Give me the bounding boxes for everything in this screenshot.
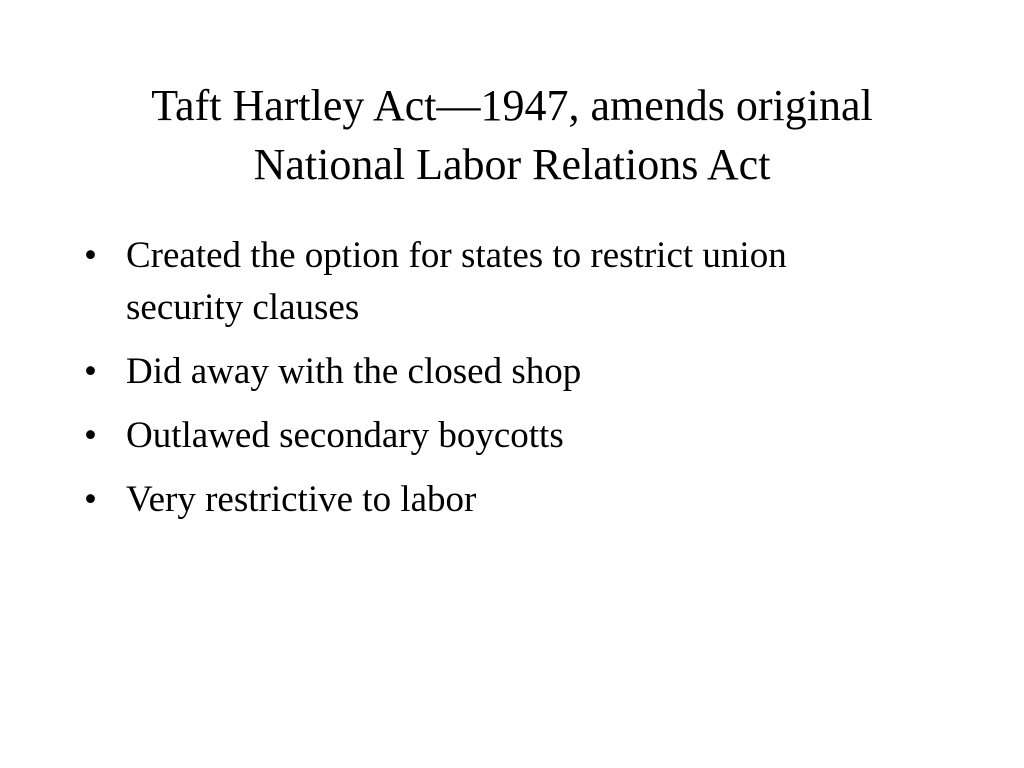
bullet-item-4	[84, 474, 944, 526]
bullet-item-1	[84, 230, 944, 334]
bullet-icon: •	[84, 415, 97, 456]
slide-title	[60, 76, 964, 194]
bullet-icon: •	[84, 479, 97, 520]
bullet-text-2: Did away with the closed shop	[126, 351, 582, 392]
slide-title-line-1: Taft Hartley Act—1947, amends original	[151, 81, 873, 130]
bullet-icon: •	[84, 235, 97, 276]
bullet-icon: •	[84, 351, 97, 392]
bullet-list	[84, 230, 944, 538]
bullet-item-2	[84, 346, 944, 398]
slide-title-line-2: National Labor Relations Act	[253, 140, 771, 189]
bullet-item-3	[84, 410, 944, 462]
bullet-text-3: Outlawed secondary boycotts	[126, 415, 564, 456]
bullet-text-4: Very restrictive to labor	[126, 479, 477, 520]
bullet-text-1: Created the option for states to restrict union security clauses	[126, 235, 787, 328]
